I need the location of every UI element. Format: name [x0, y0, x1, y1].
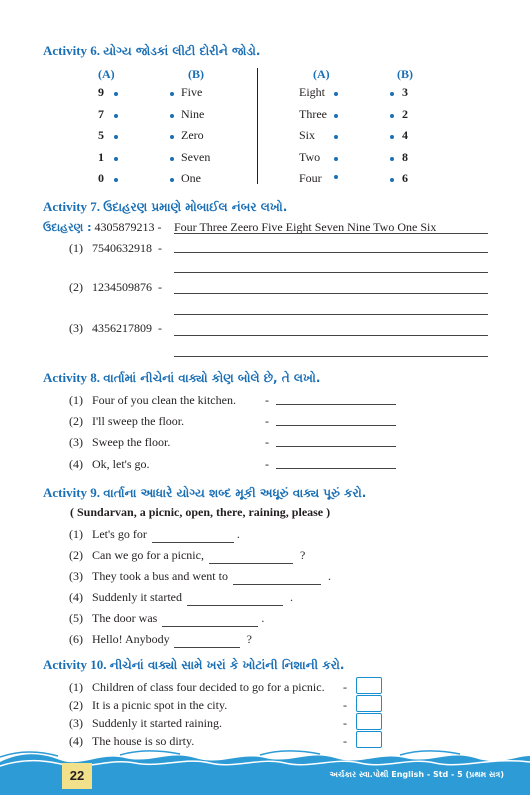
match-dot[interactable] — [334, 157, 338, 161]
speaker-item-3 — [69, 435, 170, 450]
phone-item-3 — [69, 321, 162, 336]
activity7-label: Activity 7. — [43, 199, 101, 214]
tick-box[interactable] — [356, 713, 382, 730]
item-number: (2) — [69, 698, 83, 712]
page-number: 22 — [62, 763, 92, 789]
activity8-instruction: વાર્તામાં નીચેનાં વાક્યો કોણ બોલે છે, તે લખો. — [103, 371, 321, 385]
dash: - — [343, 716, 347, 730]
match-dot[interactable] — [334, 135, 338, 139]
dash: - — [265, 457, 269, 471]
answer-line[interactable] — [174, 314, 488, 315]
item-number: (2) — [69, 414, 83, 428]
blank-line[interactable] — [152, 527, 234, 543]
item-text: Children of class four decided to go for a picnic. — [92, 680, 325, 694]
match-left-a-3: 5 — [98, 128, 104, 142]
dash: - — [158, 280, 162, 294]
answer-line[interactable] — [276, 468, 396, 469]
dash: - — [265, 435, 269, 449]
phone-item-1 — [69, 241, 162, 256]
activity9-label: Activity 9. — [43, 485, 101, 500]
item-number: (1) — [69, 393, 83, 407]
sentence-start: They took a bus and went to — [92, 569, 228, 583]
match-dot[interactable] — [334, 114, 338, 118]
fill-item-4 — [69, 590, 293, 606]
dash: - — [343, 698, 347, 712]
column-divider — [257, 68, 258, 184]
activity6-instruction: યોગ્ય જોડકાં લીટી દોરીને જોડો. — [103, 44, 261, 58]
match-dot[interactable] — [114, 135, 118, 139]
match-dot[interactable] — [390, 114, 394, 118]
activity9-instruction: વાર્તાના આધારે યોગ્ય શબ્દ મૂકી અધૂરું વાક્ય પૂરું કરો. — [103, 486, 367, 500]
answer-line[interactable] — [174, 335, 488, 336]
match-right-a-3: Six — [299, 128, 316, 142]
true-false-item-2 — [69, 698, 227, 713]
blank-line[interactable] — [187, 590, 283, 606]
item-number: (4) — [69, 590, 83, 604]
match-dot[interactable] — [390, 92, 394, 96]
sentence-end: . — [261, 611, 265, 625]
match-dot[interactable] — [114, 157, 118, 161]
match-right-b-5: 6 — [402, 171, 408, 185]
match-dot[interactable] — [390, 157, 394, 161]
example-dash: - — [157, 220, 162, 234]
item-number: (1) — [69, 680, 83, 694]
col-b-left: (B) — [188, 67, 204, 81]
item-number: (2) — [69, 548, 83, 562]
match-dot[interactable] — [170, 178, 174, 182]
match-dot[interactable] — [170, 135, 174, 139]
match-left-b-2: Nine — [181, 107, 205, 121]
tick-box[interactable] — [356, 731, 382, 748]
item-number: (2) — [69, 280, 83, 294]
match-left-b-5: One — [181, 171, 201, 185]
match-left-a-5: 0 — [98, 171, 104, 185]
sentence-end: ? — [299, 548, 306, 562]
fill-item-1 — [69, 527, 240, 543]
fill-item-3 — [69, 569, 331, 585]
answer-line[interactable] — [174, 356, 488, 357]
match-left-b-4: Seven — [181, 150, 211, 164]
item-number: (1) — [69, 527, 83, 541]
activity7-instruction: ઉદાહરણ પ્રમાણે મોબાઈલ નંબર લખો. — [103, 200, 288, 214]
match-dot[interactable] — [334, 175, 338, 179]
match-left-a-1: 9 — [98, 85, 104, 99]
sentence-end: ? — [246, 632, 252, 646]
item-text: It is a picnic spot in the city. — [92, 698, 228, 712]
answer-line[interactable] — [174, 293, 488, 294]
item-text: I'll sweep the floor. — [92, 414, 185, 428]
activity9-heading — [43, 485, 366, 501]
blank-line[interactable] — [174, 632, 240, 648]
item-number: (4) — [69, 457, 83, 471]
fill-item-2 — [69, 548, 305, 564]
fill-item-5 — [69, 611, 264, 627]
answer-line[interactable] — [174, 252, 488, 253]
match-right-a-5: Four — [299, 171, 322, 185]
item-number: (3) — [69, 716, 83, 730]
match-dot[interactable] — [170, 114, 174, 118]
dash: - — [265, 414, 269, 428]
item-number: (3) — [69, 435, 83, 449]
example-underline — [174, 233, 488, 234]
dash: - — [343, 680, 347, 694]
dash: - — [158, 321, 162, 335]
match-right-a-1: Eight — [299, 85, 325, 99]
dash: - — [343, 734, 347, 748]
match-right-a-4: Two — [299, 150, 321, 164]
blank-line[interactable] — [162, 611, 258, 627]
item-number: (1) — [69, 241, 83, 255]
match-dot[interactable] — [334, 92, 338, 96]
activity10-label: Activity 10. — [43, 657, 107, 672]
col-a-right: (A) — [313, 67, 330, 81]
match-right-a-2: Three — [299, 107, 327, 121]
example-number: 4305879213 — [94, 220, 155, 234]
true-false-item-1 — [69, 680, 325, 695]
sentence-end: . — [327, 569, 331, 583]
item-text: Suddenly it started raining. — [92, 716, 222, 730]
blank-line[interactable] — [233, 569, 321, 585]
match-dot[interactable] — [390, 135, 394, 139]
sentence-end: . — [290, 590, 293, 604]
answer-line[interactable] — [276, 446, 396, 447]
match-left-a-2: 7 — [98, 107, 104, 121]
example-label: ઉદાહરણ : — [43, 221, 92, 234]
activity10-instruction: નીચેનાં વાક્યો સામે ખરાં કે ખોટાંની નિશાની કરો. — [109, 658, 345, 672]
book-title: અર્ચકાર સ્વા.પોથી English - Std - 5 (પ્રથમ સત્ર) — [329, 770, 504, 779]
speaker-item-4 — [69, 457, 150, 472]
item-number: (3) — [69, 321, 83, 335]
item-number: (3) — [69, 569, 83, 583]
dash: - — [158, 241, 162, 255]
match-dot[interactable] — [114, 178, 118, 182]
match-dot[interactable] — [390, 178, 394, 182]
sentence-start: The door was — [92, 611, 158, 625]
fill-item-6 — [69, 632, 252, 648]
col-a-left: (A) — [98, 67, 115, 81]
match-dot[interactable] — [114, 92, 118, 96]
tick-box[interactable] — [356, 695, 382, 712]
item-number: (5) — [69, 611, 83, 625]
match-right-b-4: 8 — [402, 150, 408, 164]
activity8-label: Activity 8. — [43, 370, 101, 385]
speaker-item-2 — [69, 414, 184, 429]
match-left-b-1: Five — [181, 85, 203, 99]
example-answer: Four Three Zeero Five Eight Seven Nine Two One Six — [174, 220, 437, 234]
answer-line[interactable] — [174, 272, 488, 273]
activity8-heading — [43, 370, 320, 386]
answer-line[interactable] — [276, 404, 396, 405]
tick-box[interactable] — [356, 677, 382, 694]
phone-number: 4356217809 — [92, 321, 152, 335]
sentence-start: Hello! Anybody — [92, 632, 170, 646]
item-number: (4) — [69, 734, 83, 748]
word-bank: ( Sundarvan, a picnic, open, there, raining, please ) — [70, 505, 331, 519]
speaker-item-1 — [69, 393, 236, 408]
true-false-item-4 — [69, 734, 194, 749]
item-text: Ok, let's go. — [92, 457, 150, 471]
phone-number: 7540632918 — [92, 241, 152, 255]
match-left-a-4: 1 — [98, 150, 104, 164]
item-number: (6) — [69, 632, 83, 646]
item-text: The house is so dirty. — [92, 734, 195, 748]
activity7-heading — [43, 199, 287, 215]
item-text: Four of you clean the kitchen. — [92, 393, 236, 407]
dash: - — [265, 393, 269, 407]
true-false-item-3 — [69, 716, 222, 731]
blank-line[interactable] — [209, 548, 293, 564]
phone-number: 1234509876 — [92, 280, 152, 294]
sentence-start: Let's go for — [92, 527, 147, 541]
match-right-b-2: 2 — [402, 107, 408, 121]
sentence-end: . — [236, 527, 240, 541]
match-right-b-3: 4 — [402, 128, 408, 142]
example-row — [43, 220, 162, 235]
col-b-right: (B) — [397, 67, 413, 81]
match-dot[interactable] — [170, 157, 174, 161]
match-dot[interactable] — [170, 92, 174, 96]
match-dot[interactable] — [114, 114, 118, 118]
answer-line[interactable] — [276, 425, 396, 426]
item-text: Sweep the floor. — [92, 435, 171, 449]
match-left-b-3: Zero — [181, 128, 204, 142]
activity10-heading — [43, 657, 344, 673]
activity6-label: Activity 6. — [43, 43, 101, 58]
match-right-b-1: 3 — [402, 85, 408, 99]
sentence-start: Can we go for a picnic, — [92, 548, 204, 562]
sentence-start: Suddenly it started — [92, 590, 182, 604]
activity6-heading — [43, 43, 260, 59]
phone-item-2 — [69, 280, 162, 295]
